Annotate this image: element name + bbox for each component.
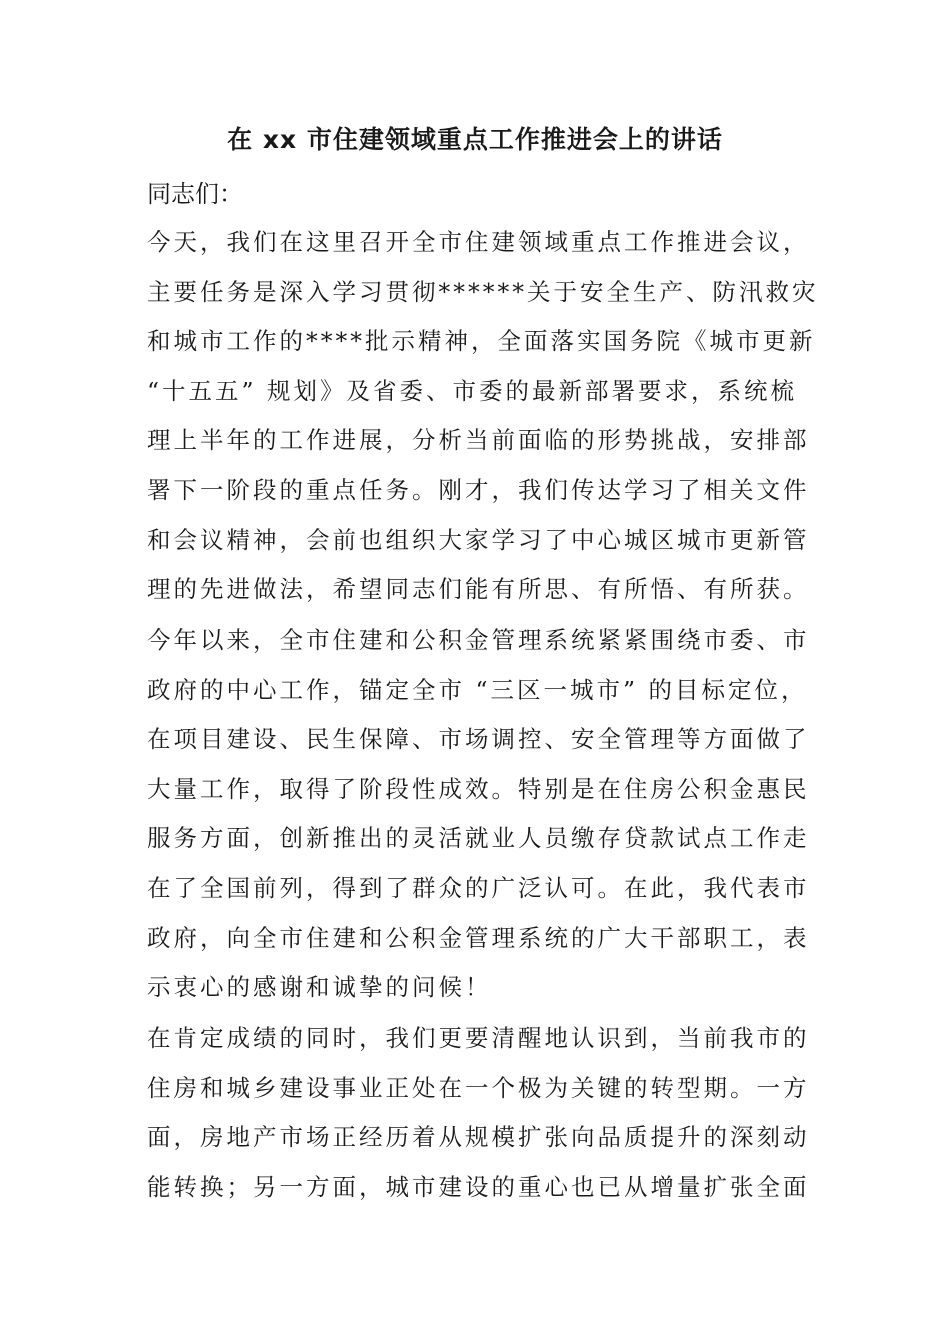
document-title: 在 xx 市住建领域重点工作推进会上的讲话: [227, 125, 723, 154]
text-line: 在项目建设、民生保障、市场调控、安全管理等方面做了: [147, 725, 810, 754]
text-line: 能转换；另一方面，城市建设的重心也已从增量扩张全面: [147, 1172, 810, 1201]
text-line: 署下一阶段的重点任务。刚才，我们传达学习了相关文件: [147, 475, 810, 504]
paragraph-1: [147, 218, 819, 615]
text-line: “十五五” 规划》及省委、市委的最新部署要求，系统梳: [147, 376, 797, 405]
text-line: 理上半年的工作进展，分析当前面临的形势挑战，安排部: [147, 426, 810, 455]
paragraph-2: [147, 616, 815, 1013]
text-line: 今年以来，全市住建和公积金管理系统紧紧围绕市委、市: [147, 626, 810, 654]
text-line: 政府的中心工作，锚定全市 “三区一城市” 的目标定位，: [147, 675, 808, 704]
text-line: 和会议精神，会前也组织大家学习了中心城区城市更新管: [147, 525, 810, 554]
text-line: 面，房地产市场正经历着从规模扩张向品质提升的深刻动: [147, 1123, 810, 1152]
paragraph-3: [147, 1014, 815, 1212]
salutation: 同志们：: [147, 180, 243, 208]
text-line: 示衷心的感谢和诚挚的问候！: [147, 973, 492, 1002]
text-line: 服务方面，创新推出的灵活就业人员缴存贷款试点工作走: [147, 824, 810, 853]
text-line: 大量工作，取得了阶段性成效。特别是在住房公积金惠民: [147, 774, 810, 803]
text-line: 今天，我们在这里召开全市住建领域重点工作推进会议，: [147, 228, 810, 256]
text-line: 住房和城乡建设事业正处在一个极为关键的转型期。一方: [147, 1073, 810, 1102]
text-line: 主要任务是深入学习贯彻******关于安全生产、防汛救灾: [147, 277, 819, 306]
text-line: 政府，向全市住建和公积金管理系统的广大干部职工，表: [147, 923, 810, 952]
text-line: 理的先进做法，希望同志们能有所思、有所悟、有所获。: [147, 575, 810, 604]
text-line: 在了全国前列，得到了群众的广泛认可。在此，我代表市: [147, 873, 810, 902]
text-line: 在肯定成绩的同时，我们更要清醒地认识到，当前我市的: [147, 1024, 810, 1052]
text-line: 和城市工作的****批示精神，全面落实国务院《城市更新: [147, 327, 816, 356]
